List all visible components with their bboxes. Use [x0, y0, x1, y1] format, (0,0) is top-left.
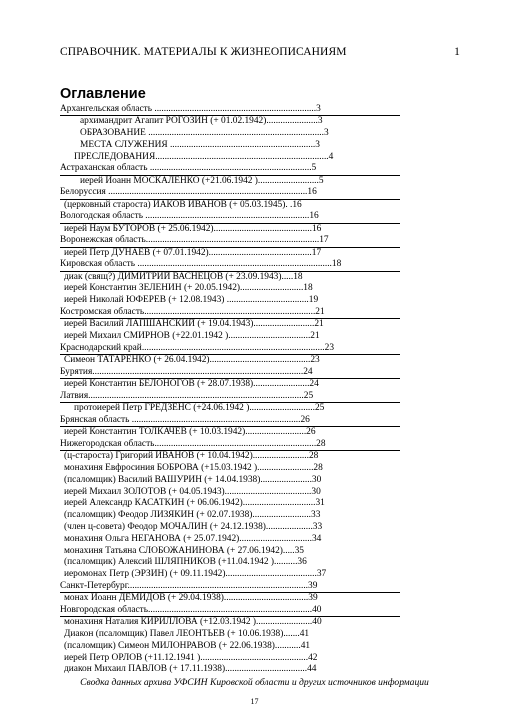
toc-entry-person[interactable]: иерей Михаил ЗОЛОТОВ (+ 04.05.1943).....................................30	[64, 486, 321, 497]
toc-entry-region[interactable]: Новгородская область......................................................................40	[60, 605, 400, 617]
header-title: СПРАВОЧНИК. МАТЕРИАЛЫ К ЖИЗНЕОПИСАНИЯМ	[60, 46, 347, 58]
toc-entry-person[interactable]: иерей Константин БЕЛОНОГОВ (+ 28.07.1938)........................24	[64, 379, 319, 390]
toc-entry-region[interactable]: Белоруссия .....................................................................................16	[60, 187, 400, 199]
toc-entry-person[interactable]: иерей Николай ЮФЕРЕВ (+ 12.08.1943) ...................................19	[64, 295, 319, 306]
toc-entry-region[interactable]: Воронежская область..........................................................................17	[60, 235, 400, 247]
toc-entry-region[interactable]: Санкт-Петербург.............................................................................39	[60, 581, 400, 593]
toc-entry-region[interactable]: Брянская область ........................................................................26	[60, 415, 400, 427]
toc-entry-person[interactable]: ОБРАЗОВАНИЕ ...........................................................................3	[80, 128, 329, 138]
toc-entry-region[interactable]: Вологодская область ......................................................................16	[60, 211, 400, 223]
toc-entry-person[interactable]: иерей Василий ЛАПШАНСКИЙ (+ 19.04.1943)..........................21	[64, 319, 324, 330]
toc-entry-person[interactable]: иерей Константин ЗЕЛЕНИН (+ 20.05.1942)...........................18	[64, 283, 313, 294]
toc-entry-region[interactable]: Костромская область.........................................................................21	[60, 307, 400, 319]
toc-entry-person[interactable]: монахиня Наталия КИРИЛЛОВА (+12.03.1942 )........................40	[64, 617, 322, 628]
toc-entry-region[interactable]: Кировская область ...................................................................................18	[60, 259, 400, 271]
toc-entry-person[interactable]: диакон Михаил ПАВЛОВ (+ 17.11.1938)...................................44	[64, 664, 317, 675]
toc-entry-person[interactable]: монахиня Евфросиния БОБРОВА (+15.03.1942 )........................28	[64, 462, 323, 473]
toc-entry-person[interactable]: архимандрит Агапит РОГОЗИН (+ 01.02.1942)......................3	[80, 116, 323, 127]
folio-page-number: 17	[250, 697, 259, 706]
toc-entry-person[interactable]: монахиня Ольга НЕГАНОВА (+ 25.07.1942)...............................34	[64, 533, 322, 544]
toc-entry-person[interactable]: (псаломщик) Алексий ШЛЯПНИКОВ (+11.04.1942 )..........36	[64, 557, 307, 568]
toc-entry-region[interactable]: Латвия............................................................................................25	[60, 391, 400, 403]
toc-entry-region[interactable]: Краснодарский край..............................................................................23	[60, 343, 400, 355]
toc-entry-person[interactable]: протоиерей Петр ГРЕДЗЕНС (+24.06.1942 )............................25	[74, 403, 325, 414]
toc-entry-person[interactable]: иерей Наум БУТОРОВ (+ 25.06.1942)..........................................16	[64, 223, 322, 234]
toc-entry-person[interactable]: диак (свящ?) ДИМИТРИЙ ВАСНЕЦОВ (+ 23.09.1943).....18	[64, 271, 303, 282]
toc-entry-person[interactable]: (псаломщик) Феодор ЛИЗЯКИН (+ 02.07.1938).........................33	[64, 510, 321, 521]
toc-entry-region[interactable]: Нижегородская область.....................................................................28	[60, 439, 400, 451]
running-header	[60, 46, 460, 62]
toc-entry-person[interactable]: иерей Михаил СМИРНОВ (+22.01.1942 )...................................21	[64, 331, 320, 342]
toc-entry-person[interactable]: ПРЕСЛЕДОВАНИЯ..........................................................................4	[74, 151, 334, 162]
toc-entry-person[interactable]: МЕСТА СЛУЖЕНИЯ ..............................................................3	[80, 139, 320, 150]
toc-entry-person[interactable]: монахиня Татьяна СЛОБОЖАНИНОВА (+ 27.06.1942).....35	[64, 545, 304, 556]
toc-entry-person[interactable]: иерей Константин ТОЛКАЧЕВ (+ 10.03.1942)..........................26	[64, 427, 316, 438]
toc-entry-region[interactable]: Архангельская область .....................................................................3	[60, 104, 400, 116]
toc-entry-person[interactable]: иерей Иоанн МОСКАЛЕНКО (+21.06.1942 )..........................5	[80, 175, 324, 186]
toc-entry-person[interactable]: иерей Александр КАСАТКИН (+ 06.06.1942)...............................31	[64, 498, 325, 509]
header-page-number: 1	[454, 46, 460, 58]
toc-entry-person[interactable]: (псаломщик) Василий ВАШУРИН (+ 14.04.1938)......................30	[64, 474, 322, 485]
toc-entry-person[interactable]: монах Иоанн ДЕМИДОВ (+ 29.04.1938)....................................39	[64, 593, 318, 604]
toc-entry-person[interactable]: иеромонах Петр (ЭРЗИН) (+ 09.11.1942).......................................37	[64, 569, 327, 580]
table-of-contents	[60, 104, 400, 676]
toc-entry-region[interactable]: Астраханская область .....................................................................5	[60, 163, 400, 175]
toc-entry-region[interactable]: Бурятия..........................................................................................24	[60, 367, 400, 379]
footer-note: Сводка данных архива УФСИН Кировской области и других источников информации	[80, 677, 429, 688]
toc-entry-person[interactable]: (ц-староста) Григорий ИВАНОВ (+ 10.04.1942)........................28	[64, 451, 319, 462]
toc-entry-person[interactable]: иерей Петр ДУНАЕВ (+ 07.01.1942)............................................17	[64, 247, 322, 258]
toc-entry-person[interactable]: (церковный староста) ИАКОВ ИВАНОВ (+ 05.03.1945). .16	[64, 199, 302, 210]
toc-entry-person[interactable]: Диакон (псаломщик) Павел ЛЕОНТЬЕВ (+ 10.06.1938).......41	[64, 629, 310, 639]
toc-entry-person[interactable]: (член ц-совета) Феодор МОЧАЛИН (+ 24.12.1938)....................33	[64, 521, 323, 532]
toc-entry-person[interactable]: иерей Петр ОРЛОВ (+11.12.1941 )..............................................42	[64, 652, 318, 663]
toc-entry-person[interactable]: (псаломщик) Симеон МИЛОНРАВОВ (+ 22.06.1938)...........41	[64, 640, 311, 651]
toc-title: Оглавление	[60, 86, 146, 102]
toc-entry-person[interactable]: Симеон ТАТАРЕНКО (+ 26.04.1942)...........................................23	[64, 355, 320, 366]
